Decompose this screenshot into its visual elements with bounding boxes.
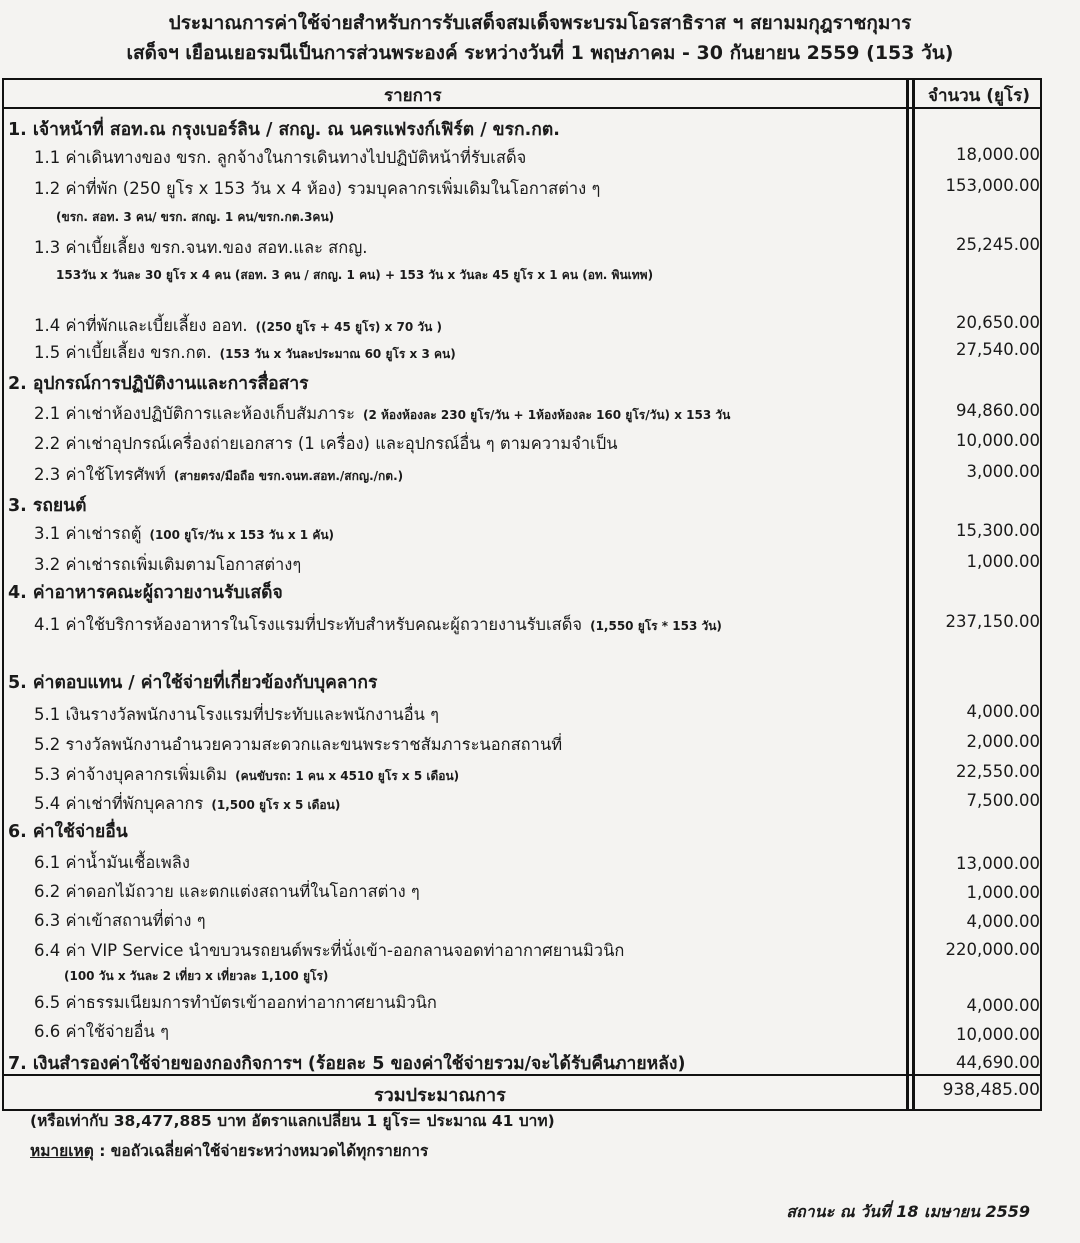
- item-amount: 25,245.00: [956, 235, 1040, 254]
- item-amount: 44,690.00: [956, 1053, 1040, 1072]
- budget-table: [2, 78, 1042, 1111]
- item-label: 3.1 ค่าเช่ารถตู้ (100 ยูโร/วัน x 153 วัน x 1 คัน): [34, 524, 335, 543]
- item-label: 1.2 ค่าที่พัก (250 ยูโร x 153 วัน x 4 ห้อง) รวมบุคลากรเพิ่มเดิมในโอกาสต่าง ๆ: [34, 179, 601, 198]
- item-label: 2.1 ค่าเช่าห้องปฏิบัติการและห้องเก็บสัมภาระ (2 ห้องห้องละ 230 ยูโร/วัน + 1ห้องห้องละ 160 ยูโร/วัน) x 153 วัน: [34, 404, 731, 423]
- item-amount: 13,000.00: [956, 854, 1040, 873]
- item-note: (ขรก. สอท. 3 คน/ ขรก. สกญ. 1 คน/ขรก.กต.3คน): [56, 210, 335, 224]
- item-note: 153วัน x วันละ 30 ยูโร x 4 คน (สอท. 3 คน / สกญ. 1 คน) + 153 วัน x วันละ 45 ยูโร x 1 คน (อท. พินเทพ): [56, 268, 654, 282]
- column-header-item: รายการ: [384, 86, 442, 106]
- section-label: 5. ค่าตอบแทน / ค่าใช้จ่ายที่เกี่ยวข้องกับบุคลากร: [8, 673, 378, 693]
- exchange-rate-note: (หรือเท่ากับ 38,477,885 บาท อัตราแลกเปลี่ยน 1 ยูโร= ประมาณ 41 บาท): [30, 1112, 555, 1130]
- document-title-line2: เสด็จฯ เยือนเยอรมนีเป็นการส่วนพระองค์ ระหว่างวันที่ 1 พฤษภาคม - 30 กันยายน 2559 (153 วัน): [126, 42, 954, 64]
- item-amount: 1,000.00: [966, 883, 1040, 902]
- item-amount: 2,000.00: [966, 732, 1040, 751]
- item-label: 1.4 ค่าที่พักและเบี้ยเลี้ยง ออท. ((250 ยูโร + 45 ยูโร) x 70 วัน ): [34, 316, 442, 335]
- section-label: 7. เงินสำรองค่าใช้จ่ายของกองกิจการฯ (ร้อยละ 5 ของค่าใช้จ่ายรวม/จะได้รับคืนภายหลัง): [8, 1054, 686, 1074]
- item-label: 2.3 ค่าใช้โทรศัพท์ (สายตรง/มือถือ ขรก.จนท.สอท./สกญ./กต.): [34, 465, 404, 484]
- total-amount: 938,485.00: [942, 1080, 1040, 1100]
- item-amount: 20,650.00: [956, 313, 1040, 332]
- item-amount: 1,000.00: [966, 552, 1040, 571]
- item-amount: 3,000.00: [966, 462, 1040, 481]
- item-label: 6.1 ค่าน้ำมันเชื้อเพลิง: [34, 853, 190, 872]
- item-label: 6.4 ค่า VIP Service นำขบวนรถยนต์พระที่นั่งเข้า-ออกลานจอดท่าอากาศยานมิวนิก: [34, 941, 625, 960]
- item-amount: 10,000.00: [956, 431, 1040, 450]
- section-label: 2. อุปกรณ์การปฏิบัติงานและการสื่อสาร: [8, 374, 309, 394]
- status-date: สถานะ ณ วันที่ 18 เมษายน 2559: [786, 1202, 1030, 1221]
- section-label: 6. ค่าใช้จ่ายอื่น: [8, 822, 128, 842]
- item-amount: 237,150.00: [945, 612, 1040, 631]
- section-label: 1. เจ้าหน้าที่ สอท.ณ กรุงเบอร์ลิน / สกญ. ณ นครแฟรงก์เฟิร์ต / ขรก.กต.: [8, 120, 560, 140]
- item-label: 6.5 ค่าธรรมเนียมการทำบัตรเข้าออกท่าอากาศยานมิวนิก: [34, 993, 437, 1012]
- remark: [30, 1138, 428, 1163]
- item-label: 5.3 ค่าจ้างบุคลากรเพิ่มเดิม (คนขับรถ: 1 คน x 4510 ยูโร x 5 เดือน): [34, 765, 460, 784]
- item-label: 5.4 ค่าเช่าที่พักบุคลากร (1,500 ยูโร x 5 เดือน): [34, 794, 341, 813]
- document-title-line1: ประมาณการค่าใช้จ่ายสำหรับการรับเสด็จสมเด็จพระบรมโอรสาธิราส ฯ สยามมกุฎราชกุมาร: [168, 12, 912, 34]
- item-amount: 18,000.00: [956, 145, 1040, 164]
- item-amount: 220,000.00: [945, 940, 1040, 959]
- item-label: 6.3 ค่าเข้าสถานที่ต่าง ๆ: [34, 911, 206, 930]
- item-note: (100 วัน x วันละ 2 เที่ยว x เที่ยวละ 1,100 ยูโร): [64, 969, 329, 983]
- item-amount: 153,000.00: [945, 176, 1040, 195]
- item-amount: 7,500.00: [966, 791, 1040, 810]
- item-amount: 27,540.00: [956, 340, 1040, 359]
- section-label: 3. รถยนต์: [8, 496, 87, 516]
- item-amount: 15,300.00: [956, 521, 1040, 540]
- item-amount: 22,550.00: [956, 762, 1040, 781]
- column-divider: [906, 80, 909, 1109]
- item-label: 1.3 ค่าเบี้ยเลี้ยง ขรก.จนท.ของ สอท.และ สกญ.: [34, 238, 368, 257]
- item-amount: 4,000.00: [966, 702, 1040, 721]
- remark-text: : ขอถัวเฉลี่ยค่าใช้จ่ายระหว่างหมวดได้ทุกรายการ: [93, 1142, 429, 1160]
- item-amount: 4,000.00: [966, 912, 1040, 931]
- item-amount: 4,000.00: [966, 996, 1040, 1015]
- item-label: 6.2 ค่าดอกไม้ถวาย และตกแต่งสถานที่ในโอกาสต่าง ๆ: [34, 882, 420, 901]
- remark-label: หมายเหตุ: [30, 1142, 94, 1160]
- header-divider: [4, 107, 1040, 109]
- item-label: 4.1 ค่าใช้บริการห้องอาหารในโรงแรมที่ประทับสำหรับคณะผู้ถวายงานรับเสด็จ (1,550 ยูโร * 153 วัน): [34, 615, 722, 634]
- item-label: 3.2 ค่าเช่ารถเพิ่มเติมตามโอกาสต่างๆ: [34, 555, 302, 574]
- item-amount: 10,000.00: [956, 1025, 1040, 1044]
- item-label: 1.5 ค่าเบี้ยเลี้ยง ขรก.กต. (153 วัน x วันละประมาณ 60 ยูโร x 3 คน): [34, 343, 456, 362]
- item-label: 5.1 เงินรางวัลพนักงานโรงแรมที่ประทับและพนักงานอื่น ๆ: [34, 705, 439, 724]
- item-label: 1.1 ค่าเดินทางของ ขรก. ลูกจ้างในการเดินทางไปปฏิบัติหน้าที่รับเสด็จ: [34, 148, 527, 167]
- item-label: 5.2 รางวัลพนักงานอำนวยความสะดวกและขนพระราชสัมภาระนอกสถานที่: [34, 735, 563, 754]
- section-label: 4. ค่าอาหารคณะผู้ถวายงานรับเสด็จ: [8, 583, 283, 603]
- column-header-amount: จำนวน (ยูโร): [928, 86, 1030, 106]
- item-label: 2.2 ค่าเช่าอุปกรณ์เครื่องถ่ายเอกสาร (1 เครื่อง) และอุปกรณ์อื่น ๆ ตามความจำเป็น: [34, 434, 618, 453]
- column-divider: [912, 80, 915, 1109]
- item-amount: 94,860.00: [956, 401, 1040, 420]
- item-label: 6.6 ค่าใช้จ่ายอื่น ๆ: [34, 1022, 169, 1041]
- total-label: รวมประมาณการ: [374, 1085, 506, 1106]
